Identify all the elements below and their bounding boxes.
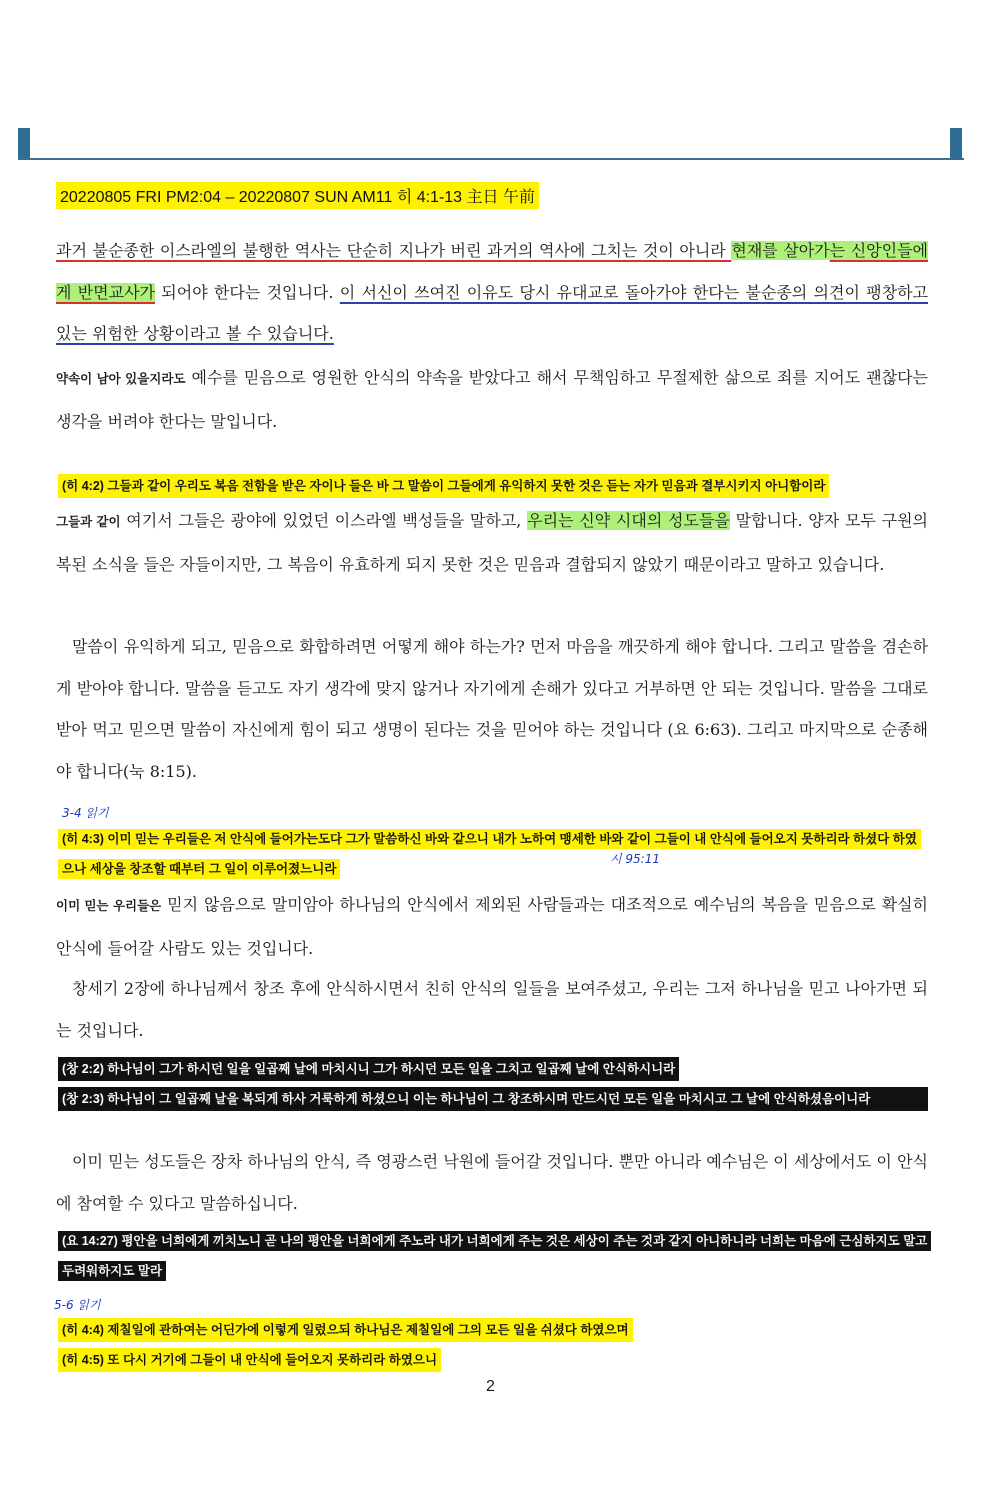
p2-text: 예수를 믿음으로 영원한 안식의 약속을 받았다고 해서 무책임하고 무절제한 삶으로 죄를 지어도 괜찮다는 생각을 버려야 한다는 말입니다. <box>56 368 928 431</box>
p1-text-b: 되어야 한다는 것입니다. <box>155 282 340 302</box>
paragraph-4: 말씀이 유익하게 되고, 믿음으로 화합하려면 어떻게 해야 하는가? 먼저 마음을 깨끗하게 해야 합니다. 그리고 말씀을 겸손하게 받아야 합니다. 말씀을 듣고도 자기 생각에 맞지 않거나 자기에게 손해가 있다고 거부하면 안 되는 것입니다. 말씀을 그대로 받아 먹고 믿으면 말씀이 자신에게 힘이 되고 생명이 된다는 것을 믿어야 하는 것입니다 (요 6:63). 그리고 마지막으로 순종해야 합니다(눅 8:15). <box>56 637 928 781</box>
p1-text-a: 과거 불순종한 이스라엘의 불행한 역사는 단순히 지나가 버린 과거의 역사에 그치는 것이 아니라 <box>56 241 732 260</box>
paragraph-7: 이미 믿는 성도들은 장차 하나님의 안식, 즉 영광스런 낙원에 들어갈 것입니다. 뿐만 아니라 예수님은 이 세상에서도 이 안식에 참여할 수 있다고 말씀하십니다. <box>56 1152 928 1213</box>
header-bar-left <box>18 128 30 160</box>
paragraph-1 <box>56 230 928 355</box>
p5-lead: 이미 믿는 우리들은 <box>56 899 162 913</box>
handwritten-note-read-3-4: 3-4 읽기 <box>62 806 109 820</box>
p1-highlight-2: 는 신앙인들에게 반면교사가 <box>56 241 929 302</box>
header-rule <box>18 158 964 160</box>
paragraph-6: 창세기 2장에 하나님께서 창조 후에 안식하시면서 친히 안식의 일들을 보여주셨고, 우리는 그저 하나님을 믿고 나아가면 되는 것입니다. <box>56 979 928 1040</box>
verse-heb-4-3-text: (히 4:3) 이미 믿는 우리들은 저 안식에 들어가는도다 그가 말씀하신 바와 같으니 내가 노하여 맹세한 바와 같이 그들이 내 안식에 들어오지 못하리라 하셨다 하였으나 세상을 창조할 때부터 그 일이 이루어졌느니라 <box>58 829 921 879</box>
verse-john-14-27 <box>58 1226 928 1286</box>
p2-lead: 약속이 남아 있을지라도 <box>56 372 186 386</box>
verse-heb-4-3 <box>58 824 928 884</box>
p3-text-b: 말합니다. 양자 모두 구원의 복된 소식을 들은 자들이지만, 그 복음이 유효하게 되지 못한 것은 믿음과 결합되지 않았기 때문이라고 말하고 있습니다. <box>56 511 928 574</box>
verse-heb-4-4: (히 4:4) 제칠일에 관하여는 어딘가에 이렇게 일렀으되 하나님은 제칠일에 그의 모든 일을 쉬셨다 하였으며 <box>58 1318 633 1342</box>
verse-gen-2-3: (창 2:3) 하나님이 그 일곱째 날을 복되게 하사 거룩하게 하셨으니 이는 하나님이 그 창조하시며 만드시던 모든 일을 마치시고 그 날에 안식하셨음이니라 <box>58 1087 928 1111</box>
p3-text-a: 여기서 그들은 광야에 있었던 이스라엘 백성들을 말하고, <box>120 511 528 530</box>
verse-heb-4-5: (히 4:5) 또 다시 거기에 그들이 내 안식에 들어오지 못하리라 하였으니 <box>58 1348 441 1372</box>
p1-text-c: 이 서신이 쓰여진 이유도 당시 유대교로 돌아가야 한다는 불 <box>339 282 761 302</box>
paragraph-5 <box>56 884 928 969</box>
paragraph-2 <box>56 357 928 442</box>
verse-heb-4-2: (히 4:2) 그들과 같이 우리도 복음 전함을 받은 자이나 들은 바 그 말씀이 그들에게 유익하지 못한 것은 듣는 자가 믿음과 결부시키지 아니함이라 <box>58 474 829 498</box>
verse-john-14-27-text: (요 14:27) 평안을 너희에게 끼치노니 곧 나의 평안을 너희에게 주노라 내가 너희에게 주는 것은 세상이 주는 것과 같지 아니하니라 너희는 마음에 근심하지도 말고 두려워하지도 말라 <box>58 1231 931 1281</box>
paragraph-3 <box>56 500 928 585</box>
header-bar-right <box>950 128 962 160</box>
handwritten-note-read-5-6: 5-6 읽기 <box>54 1298 101 1312</box>
p1-highlight-1: 현재를 살아가 <box>731 241 830 260</box>
p3-lead: 그들과 같이 <box>56 515 121 529</box>
p5-text: 믿지 않음으로 말미암아 하나님의 안식에서 제외된 사람들과는 대조적으로 예수님의 복음을 믿음으로 확실히 안식에 들어갈 사람도 있는 것입니다. <box>56 895 928 958</box>
p3-highlight: 우리는 신약 시대의 성도들을 <box>527 511 730 530</box>
p1-text-d: 순종의 의견이 팽창하고 있는 위험한 상황이라고 볼 수 있습니다. <box>56 282 928 343</box>
handwritten-note-psalm: 시 95:11 <box>610 852 660 866</box>
verse-gen-2-2: (창 2:2) 하나님이 그가 하시던 일을 일곱째 날에 마치시니 그가 하시던 모든 일을 그치고 일곱째 날에 안식하시니라 <box>58 1057 679 1081</box>
sermon-date-header: 20220805 FRI PM2:04 – 20220807 SUN AM11 히 4:1-13 主日 午前 <box>56 182 539 209</box>
page-number: 2 <box>486 1378 495 1395</box>
